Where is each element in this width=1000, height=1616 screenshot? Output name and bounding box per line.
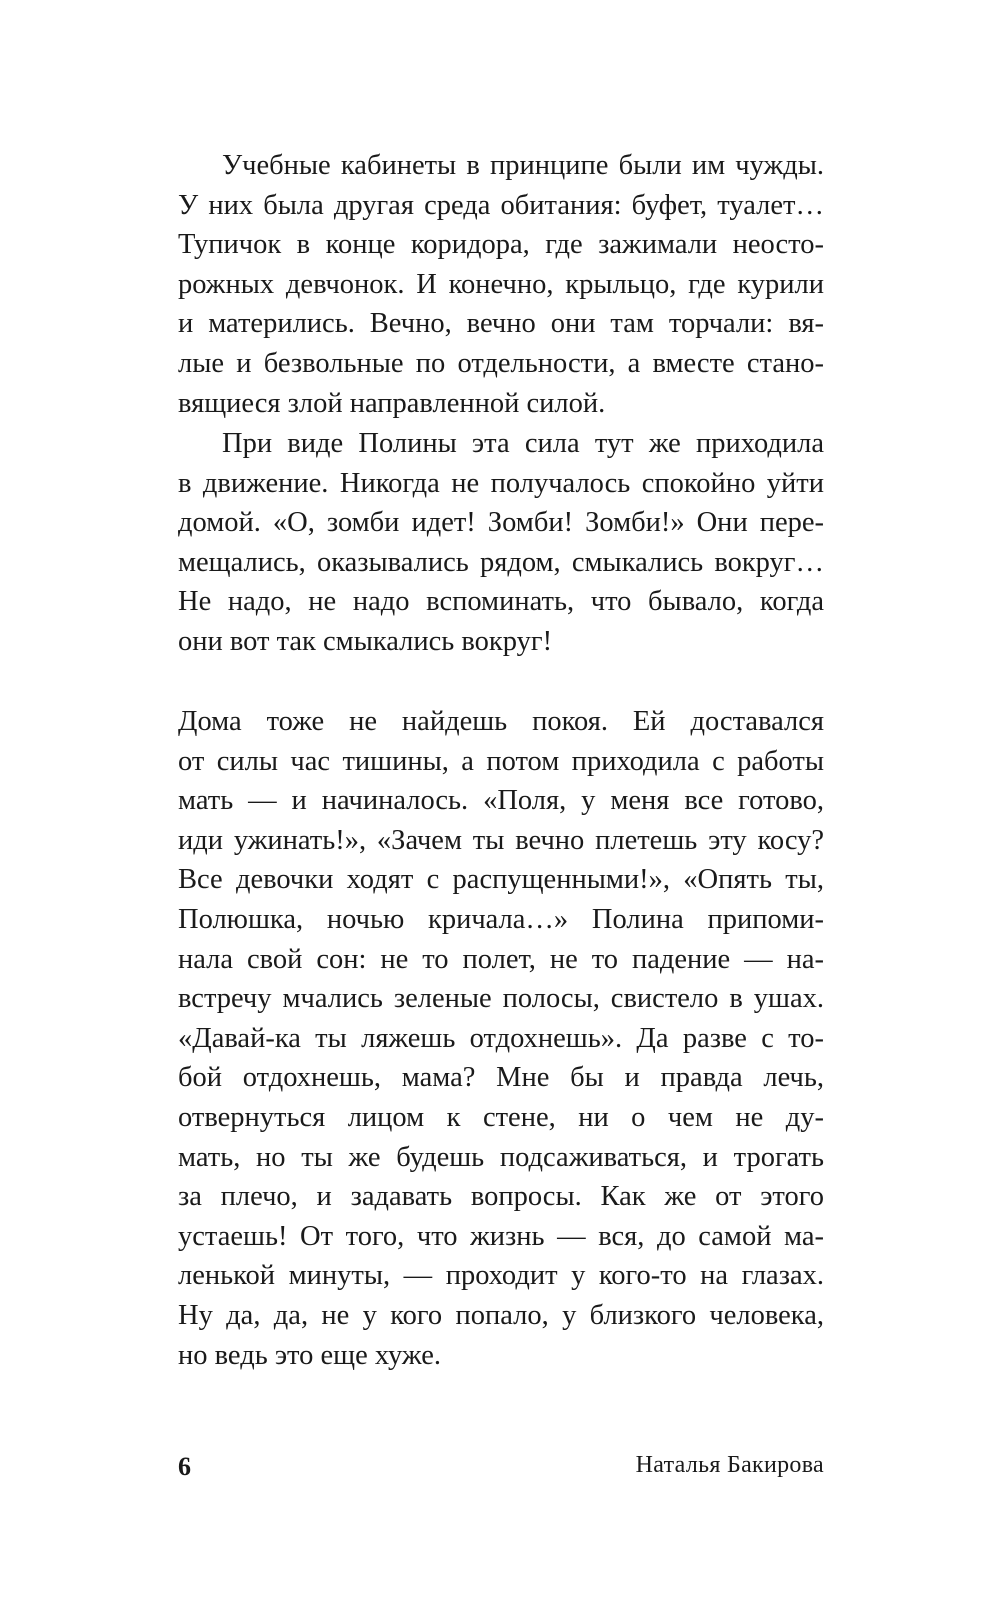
text-line: в движение. Никогда не получалось спокойно уйти [178, 467, 824, 499]
paragraph-1 [178, 146, 824, 423]
text-line: лые и безвольные по отдельности, а вместе стано- [178, 347, 824, 379]
text-line: мещались, оказывались рядом, смыкались вокруг… [178, 546, 824, 578]
paragraph-3 [178, 702, 824, 1375]
text-line: У них была другая среда обитания: буфет, туалет… [178, 189, 824, 221]
text-line: Тупичок в конце коридора, где зажимали неосто- [178, 229, 824, 261]
text-line: Учебные кабинеты в принципе были им чужды. [222, 150, 824, 181]
text-line: бой отдохнешь, мама? Мне бы и правда лечь, [178, 1062, 824, 1094]
text-line: встречу мчались зеленые полосы, свистело в ушах. [178, 983, 824, 1015]
text-line: ленькой минуты, — проходит у кого-то на глазах. [178, 1260, 824, 1292]
text-line: Дома тоже не найдешь покоя. Ей доставался [178, 706, 824, 737]
running-author: Наталья Бакирова [635, 1452, 824, 1478]
page-footer [178, 1452, 824, 1492]
text-line: При виде Полины эта сила тут же приходила [222, 428, 824, 459]
text-line: вящиеся злой направленной силой. [178, 387, 606, 419]
text-line: отвернуться лицом к стене, ни о чем не ду- [178, 1101, 824, 1133]
text-line: домой. «О, зомби идет! Зомби! Зомби!» Они пере- [178, 507, 824, 539]
text-line: иди ужинать!», «Зачем ты вечно плетешь эту косу? [178, 824, 824, 856]
text-line: Все девочки ходят с распущенными!», «Опять ты, [178, 864, 824, 896]
text-line: Полюшка, ночью кричала…» Полина припоми- [178, 903, 824, 935]
text-line: Ну да, да, не у кого попало, у близкого человека, [178, 1299, 824, 1331]
text-line: мать — и начиналось. «Поля, у меня все готово, [178, 785, 824, 817]
text-line: но ведь это еще хуже. [178, 1339, 441, 1371]
text-line: рожных девчонок. И конечно, крыльцо, где курили [178, 268, 824, 300]
text-line: Не надо, не надо вспоминать, что бывало, когда [178, 586, 824, 618]
paragraph-2 [178, 424, 824, 662]
text-line: они вот так смыкались вокруг! [178, 625, 553, 657]
text-line: «Давай-ка ты ляжешь отдохнешь». Да разве с то- [178, 1022, 824, 1054]
text-line: устаешь! От того, что жизнь — вся, до самой ма- [178, 1220, 824, 1252]
text-line: нала свой сон: не то полет, не то падение — на- [178, 943, 824, 975]
text-line: от силы час тишины, а потом приходила с работы [178, 745, 824, 777]
text-line: мать, но ты же будешь подсаживаться, и трогать [178, 1141, 824, 1173]
text-line: и матерились. Вечно, вечно они там торчали: вя- [178, 308, 824, 340]
page-number: 6 [178, 1452, 191, 1481]
text-line: за плечо, и задавать вопросы. Как же от этого [178, 1181, 824, 1213]
